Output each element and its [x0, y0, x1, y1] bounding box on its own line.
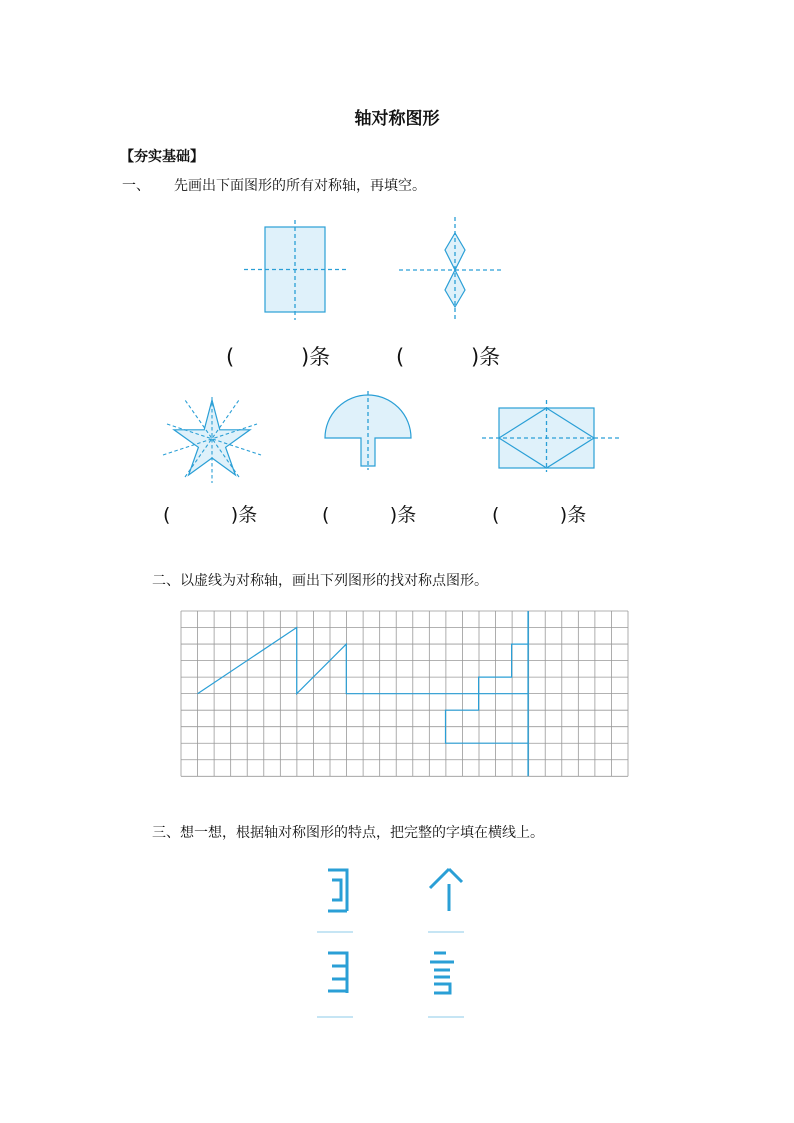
- half-character-yan: [428, 950, 462, 995]
- section-heading: 【夯实基础】: [120, 149, 204, 165]
- figure-rectangle: [240, 220, 350, 325]
- half-character-ge: [428, 866, 464, 914]
- answer-line-1[interactable]: [317, 930, 353, 934]
- figure-star: [165, 395, 265, 485]
- answer-blank-1[interactable]: ( )条: [226, 345, 331, 369]
- question-1-text: 先画出下面图形的所有对称轴，再填空。: [174, 178, 426, 194]
- figure-rectangle-rhombus: [480, 398, 625, 473]
- answer-blank-5[interactable]: ( )条: [492, 504, 587, 526]
- answer-line-3[interactable]: [317, 1015, 353, 1019]
- question-2-prompt: 二、以虚线为对称轴，画出下列图形的找对称点图形。: [152, 573, 488, 589]
- answer-blank-2[interactable]: ( )条: [396, 345, 501, 369]
- answer-line-2[interactable]: [428, 930, 464, 934]
- half-character-mu: [320, 950, 350, 995]
- answer-line-4[interactable]: [428, 1015, 464, 1019]
- answer-blank-3[interactable]: ( )条: [163, 504, 258, 526]
- figure-double-rhombus: [395, 215, 505, 325]
- drawing-grid[interactable]: [181, 611, 629, 777]
- question-1-prompt: [122, 175, 426, 195]
- question-3-prompt: 三、想一想，根据轴对称图形的特点，把完整的字填在横线上。: [152, 825, 544, 841]
- answer-blank-4[interactable]: ( )条: [322, 504, 417, 526]
- figure-mushroom: [322, 390, 414, 472]
- half-character-hui: [320, 868, 350, 913]
- page-title: 轴对称图形: [354, 109, 440, 129]
- question-1-number: 一、: [122, 178, 150, 194]
